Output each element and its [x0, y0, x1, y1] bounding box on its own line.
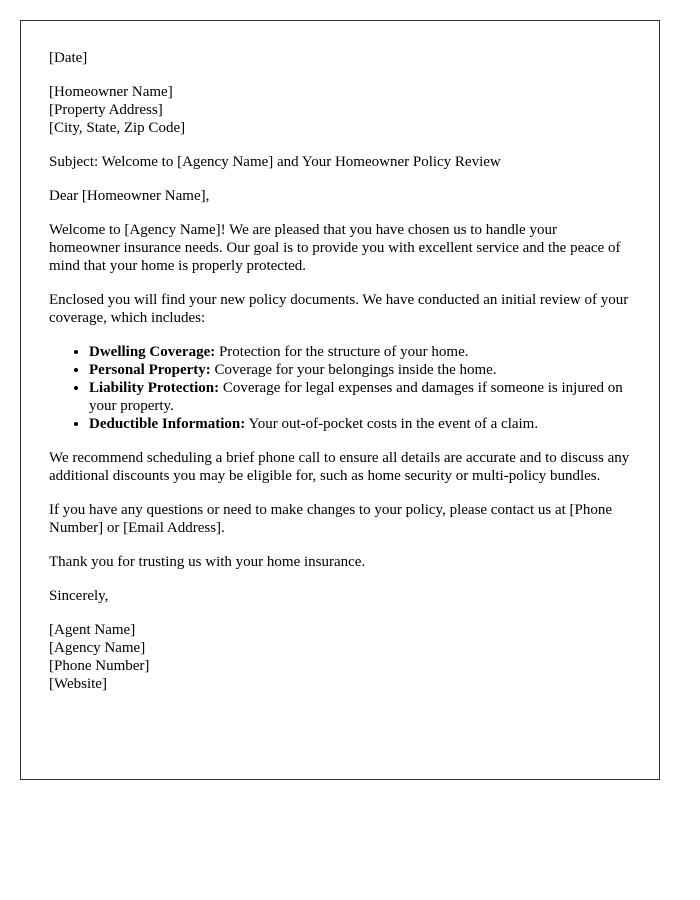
welcome-paragraph: Welcome to [Agency Name]! We are pleased that you have chosen us to handle your homeowner insurance needs. Our goal is to provide you with excellent service and the peace of mind that your home is properly protected. [49, 222, 621, 274]
coverage-description: Coverage for legal expenses and damages if someone is injured on your property. [89, 380, 623, 414]
recipient-property-address: [Property Address] [49, 102, 163, 118]
coverage-term: Personal Property: [89, 362, 211, 378]
signature-agent-name: [Agent Name] [49, 622, 136, 638]
thanks-paragraph: Thank you for trusting us with your home insurance. [49, 554, 366, 570]
signature-website: [Website] [49, 676, 107, 692]
recipient-address-block [49, 83, 631, 137]
coverage-item-personal-property [89, 361, 631, 379]
recipient-name: [Homeowner Name] [49, 84, 173, 100]
coverage-description: Coverage for your belongings inside the home. [210, 362, 497, 378]
signature-phone: [Phone Number] [49, 658, 150, 674]
letter-salutation: Dear [Homeowner Name], [49, 188, 210, 204]
coverage-term: Deductible Information: [89, 416, 246, 432]
letter-page [20, 20, 660, 780]
coverage-description: Protection for the structure of your home. [215, 344, 469, 360]
enclosed-paragraph: Enclosed you will find your new policy documents. We have conducted an initial review of your coverage, which includes: [49, 292, 629, 326]
signature-block [49, 621, 631, 693]
coverage-term: Liability Protection: [89, 380, 220, 396]
letter-subject: Subject: Welcome to [Agency Name] and Your Homeowner Policy Review [49, 154, 501, 170]
signature-agency-name: [Agency Name] [49, 640, 146, 656]
letter-date: [Date] [49, 50, 88, 66]
coverage-item-deductible [89, 415, 631, 433]
coverage-item-liability [89, 379, 631, 415]
coverage-list [49, 343, 631, 433]
recommend-paragraph: We recommend scheduling a brief phone call to ensure all details are accurate and to discuss any additional discounts you may be eligible for, such as home security or multi-policy bundles. [49, 450, 630, 484]
coverage-description: Your out-of-pocket costs in the event of a claim. [245, 416, 539, 432]
recipient-city-state-zip: [City, State, Zip Code] [49, 120, 186, 136]
coverage-item-dwelling [89, 343, 631, 361]
questions-paragraph: If you have any questions or need to make changes to your policy, please contact us at [Phone Number] or [Email Address]. [49, 502, 613, 536]
coverage-term: Dwelling Coverage: [89, 344, 216, 360]
letter-closing: Sincerely, [49, 588, 109, 604]
